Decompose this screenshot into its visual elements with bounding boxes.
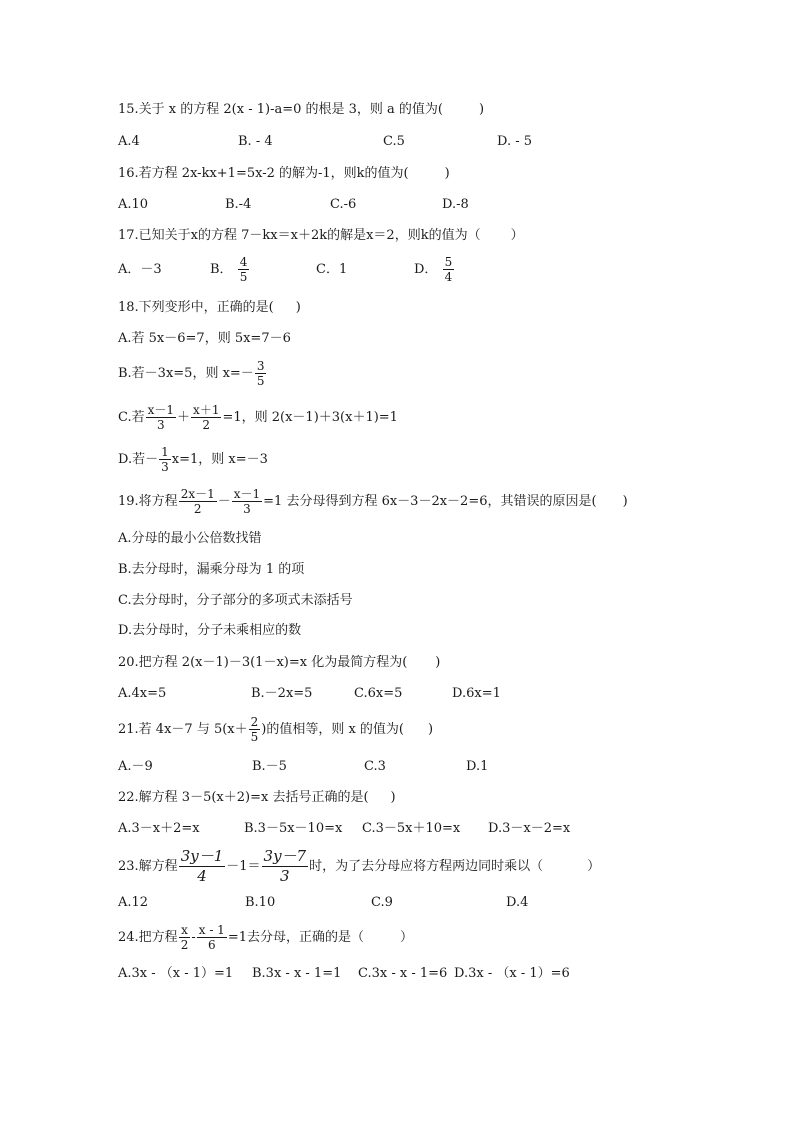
option-c: C．1 bbox=[316, 261, 348, 277]
option-d: D.6x=1 bbox=[452, 686, 501, 701]
question-16-stem: 16.若方程 2x-kx+1=5x-2 的解为-1，则k的值为( bbox=[118, 166, 409, 181]
question-19-option-c: C.去分母时，分子部分的多项式未添括号 bbox=[118, 593, 353, 608]
option-a: A.12 bbox=[118, 895, 149, 910]
question-21-stem: 21.若 4x－7 与 5(x＋ bbox=[118, 722, 248, 737]
option-b: B.3x - x - 1=1 bbox=[252, 966, 342, 981]
option-b: B.－5 bbox=[252, 759, 287, 774]
question-18-option-c: C.若 $\frac{x-1}{3}$ ＋ $\frac{x+1}{2}$ =1，则 2(x－1)＋3(x＋1)=1 bbox=[118, 403, 398, 432]
option-b: B． $\frac{4}{5}$ bbox=[210, 255, 248, 284]
question-17-options bbox=[118, 255, 455, 284]
fraction: $\frac{x-1}{3}$ bbox=[233, 487, 261, 516]
option-d: D. - 5 bbox=[497, 134, 533, 149]
question-24-stem: 24.把方程 bbox=[118, 930, 178, 945]
option-b: B.-4 bbox=[225, 197, 252, 212]
question-18-option-b: B.若－3x=5，则 x=－ $\frac{3}{5}$ bbox=[118, 359, 265, 388]
option-c: C.3 bbox=[364, 759, 386, 774]
question-17: 17.已知关于x的方程 7－kx＝x＋2k的解是x＝2，则k的值为（ ） bbox=[118, 228, 524, 243]
fraction: $\frac{4}{5}$ bbox=[239, 255, 248, 284]
question-22-options bbox=[118, 821, 570, 837]
question-21-options bbox=[118, 759, 488, 775]
question-18-option-d: D.若－ $\frac{1}{3}$ x=1，则 x=－3 bbox=[118, 445, 268, 474]
question-20-options bbox=[118, 686, 501, 702]
question-19-option-d: D.去分母时，分子未乘相应的数 bbox=[118, 623, 302, 638]
question-16-options bbox=[118, 197, 469, 213]
question-15-options bbox=[118, 134, 532, 150]
option-a: A.4 bbox=[118, 134, 140, 149]
question-16: 16.若方程 2x-kx+1=5x-2 的解为-1，则k的值为( ) bbox=[118, 166, 450, 181]
question-23-stem: 23.解方程 bbox=[118, 859, 178, 874]
option-c: C.3－5x＋10=x bbox=[362, 821, 461, 836]
question-15-stem: 15.关于 x 的方程 2(x - 1)-a=0 的根是 3，则 a 的值为( bbox=[118, 102, 444, 117]
question-18-option-a: A.若 5x－6=7，则 5x=7－6 bbox=[118, 331, 291, 346]
option-d: D.4 bbox=[506, 895, 529, 910]
question-18: 18.下列变形中，正确的是( ) bbox=[118, 300, 301, 315]
option-a: A.3x - （x - 1）=1 bbox=[118, 966, 234, 981]
fraction: $\frac{3y-1}{4}$ bbox=[180, 847, 224, 885]
question-19-option-b: B.去分母时，漏乘分母为 1 的项 bbox=[118, 562, 305, 577]
question-22: 22.解方程 3－5(x＋2)=x 去括号正确的是( ) bbox=[118, 790, 396, 805]
question-20-stem: 20.把方程 2(x－1)－3(1－x)=x 化为最简方程为( bbox=[118, 655, 408, 670]
fraction: $\frac{2x-1}{2}$ bbox=[180, 487, 215, 516]
question-23-options bbox=[118, 895, 528, 911]
question-19: 19.将方程 $\frac{2x-1}{2}$ － $\frac{x-1}{3}$ =1 去分母得到方程 6x－3－2x－2=6，其错误的原因是( ) bbox=[118, 487, 628, 516]
question-23: 23.解方程 $\frac{3y-1}{4}$ －1＝ $\frac{3y-7}{3}$ 时，为了去分母应将方程两边同时乘以（ ） bbox=[118, 847, 601, 885]
question-19-stem: 19.将方程 bbox=[118, 494, 178, 509]
fraction: $\frac{5}{4}$ bbox=[444, 255, 453, 284]
option-d: D.3－x－2=x bbox=[488, 821, 571, 836]
option-a: A．－3 bbox=[118, 261, 162, 277]
fraction: $\frac{1}{3}$ bbox=[161, 445, 169, 474]
fraction: $\frac{2}{5}$ bbox=[250, 715, 259, 744]
question-24: 24.把方程 $\frac{x}{2}$ - $\frac{x - 1}{6}$ =1去分母，正确的是（ ） bbox=[118, 923, 414, 952]
option-d: D.1 bbox=[466, 759, 489, 774]
option-a: A.－9 bbox=[118, 759, 153, 774]
option-a: A.3－x＋2=x bbox=[118, 821, 200, 836]
question-21: 21.若 4x－7 与 5(x＋ $\frac{2}{5}$ )的值相等，则 x 的值为( ) bbox=[118, 715, 434, 744]
fraction: $\frac{3}{5}$ bbox=[256, 359, 265, 388]
option-c: C.3x - x - 1=6 bbox=[358, 966, 448, 981]
question-18-stem: 18.下列变形中，正确的是( bbox=[118, 300, 274, 315]
option-b: B. - 4 bbox=[238, 134, 273, 149]
option-b: B.－2x=5 bbox=[251, 686, 313, 701]
option-d: D． $\frac{5}{4}$ bbox=[414, 255, 453, 284]
fraction: $\frac{x - 1}{6}$ bbox=[198, 923, 225, 952]
fraction: $\frac{x-1}{3}$ bbox=[147, 403, 175, 432]
option-b: B.3－5x－10=x bbox=[244, 821, 343, 836]
option-c: C.5 bbox=[383, 134, 405, 149]
question-22-stem: 22.解方程 3－5(x＋2)=x 去括号正确的是( bbox=[118, 790, 369, 805]
question-15: 15.关于 x 的方程 2(x - 1)-a=0 的根是 3，则 a 的值为( ) bbox=[118, 102, 485, 117]
option-d: D.-8 bbox=[442, 197, 469, 212]
question-24-options bbox=[118, 966, 570, 982]
fraction: $\frac{3y-7}{3}$ bbox=[263, 847, 307, 885]
option-c: C.9 bbox=[371, 895, 393, 910]
option-a: A.10 bbox=[118, 197, 149, 212]
question-17-stem: 17.已知关于x的方程 7－kx＝x＋2k的解是x＝2，则k的值为（ bbox=[118, 228, 481, 243]
fraction: $\frac{x+1}{2}$ bbox=[193, 403, 220, 432]
question-20: 20.把方程 2(x－1)－3(1－x)=x 化为最简方程为( ) bbox=[118, 655, 441, 670]
question-19-option-a: A.分母的最小公倍数找错 bbox=[118, 531, 262, 546]
option-d: D.3x - （x - 1）=6 bbox=[454, 966, 570, 981]
option-c: C.-6 bbox=[330, 197, 357, 212]
option-b: B.10 bbox=[245, 895, 276, 910]
fraction: $\frac{x}{2}$ bbox=[180, 923, 189, 952]
option-c: C.6x=5 bbox=[354, 686, 403, 701]
option-a: A.4x=5 bbox=[118, 686, 167, 701]
